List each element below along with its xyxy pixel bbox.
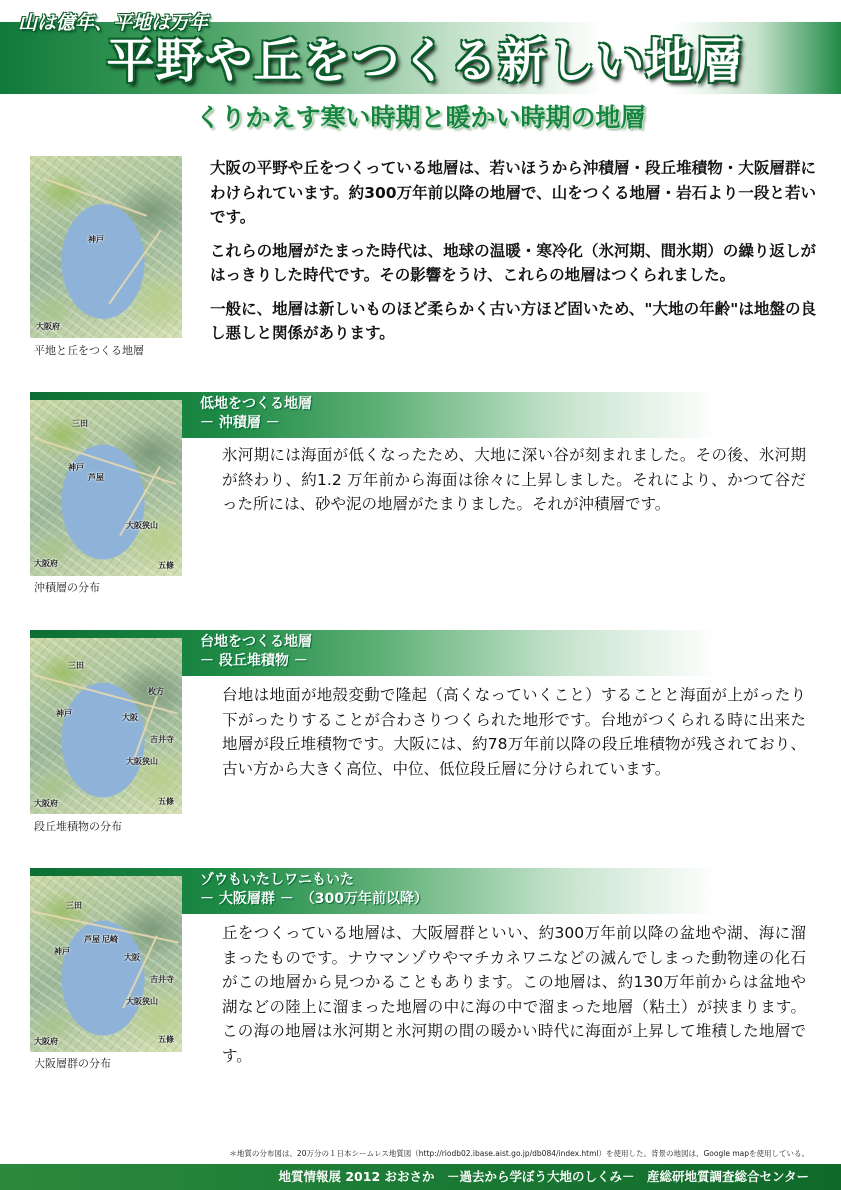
kicker-text: 山は億年、平地は万年 — [18, 12, 209, 34]
map-label: 尼崎 — [102, 935, 118, 944]
footer-text: 地質情報展 2012 おおさか －過去から学ぼう大地のしくみ－ 産総研地質調査総合センター — [278, 1169, 809, 1184]
map-label: 芦屋 — [84, 935, 100, 944]
osaka-group-text: 丘をつくっている地層は、大阪層群といい、約300万年前以降の盆地や湖、海に溜まったものです。ナウマンゾウやマチカネワニなどの滅んでしまった動物達の化石がこの地層から見つかることもあります。この地層は、約130万年前からは盆地や湖などの陸上に溜まった地層の中に海の中で溜まった地層（粘土）が挟まります。この海の地層は氷河期と氷河期の間の暖かい時代に海面が上昇して堆積した地層です。 — [222, 924, 806, 1065]
terrace-text: 台地は地面が地殻変動で隆起（高くなっていくこと）することと海面が上がったり下がったりすることが合わさりつくられた地形です。台地がつくられる時に出来た地層が段丘堆積物です。大阪には、約78万年前以降の段丘堆積物が残されており、古い方から大きく高位、中位、低位段丘層に分けられています。 — [222, 686, 806, 778]
source-note: ＊地質の分布図は、20万分の１日本シームレス地質図（http://riodb02.ibase.aist.go.jp/db084/index.html）を使用した。背景の地図は、Google mapを使用している。 — [229, 1149, 809, 1158]
map-label: 三田 — [68, 661, 84, 670]
footer-band — [0, 1164, 841, 1190]
map-label: 神戸 — [68, 463, 84, 472]
map-label: 大阪府 — [34, 799, 58, 808]
map-label: 三田 — [72, 419, 88, 428]
map-label: 芦屋 — [88, 473, 104, 482]
section-subtitle: － 大阪層群 － （300万年前以降） — [200, 891, 428, 907]
intro-paragraph: これらの地層がたまった時代は、地球の温暖・寒冷化（氷河期、間氷期）の繰り返しがはっきりした時代です。その影響をうけ、これらの地層はつくられました。 — [210, 241, 816, 284]
map-label: 大阪 — [122, 713, 138, 722]
map-label: 大阪狭山 — [126, 521, 158, 530]
map-label: 大阪狭山 — [126, 757, 158, 766]
map-label: 吉井寺 — [150, 735, 174, 744]
intro-map-caption: 平地と丘をつくる地層 — [34, 344, 144, 357]
map-label: 五條 — [158, 797, 174, 806]
alluvium-map-caption: 沖積層の分布 — [34, 581, 100, 594]
alluvium-text: 氷河期には海面が低くなったため、大地に深い谷が刻まれました。その後、氷河期が終わり、約1.2 万年前から海面は徐々に上昇しました。それにより、かつて谷だった所には、砂や泥の地層がたまりました。それが沖積層です。 — [222, 446, 806, 513]
terrace-map-caption: 段丘堆積物の分布 — [34, 820, 122, 833]
page-title: 平野や丘をつくる新しい地層 — [106, 33, 744, 89]
osaka-group-map-image — [30, 876, 182, 1052]
intro-text — [210, 156, 816, 355]
section-subtitle: － 段丘堆積物 － — [200, 653, 308, 669]
map-label: 神戸 — [88, 235, 104, 244]
map-label: 五條 — [158, 561, 174, 570]
section-title: ゾウもいたしワニもいた — [200, 872, 354, 888]
alluvium-map-image — [30, 400, 182, 576]
map-label: 大阪府 — [34, 1037, 58, 1046]
map-label: 大阪狭山 — [126, 997, 158, 1006]
intro-paragraph: 一般に、地層は新しいものほど柔らかく古い方ほど固いため、"大地の年齢"は地盤の良し悪しと関係があります。 — [210, 299, 816, 342]
map-label: 大阪 — [124, 953, 140, 962]
map-label: 大阪府 — [34, 559, 58, 568]
map-label: 五條 — [158, 1035, 174, 1044]
section-title: 低地をつくる地層 — [200, 396, 312, 412]
intro-map-image — [30, 156, 182, 338]
map-label: 神戸 — [54, 947, 70, 956]
page-subtitle: くりかえす寒い時期と暖かい時期の地層 — [195, 103, 646, 132]
map-label: 神戸 — [56, 709, 72, 718]
section-subtitle: － 沖積層 － — [200, 415, 280, 431]
terrace-map-image — [30, 638, 182, 814]
map-label: 枚方 — [148, 687, 164, 696]
intro-paragraph: 大阪の平野や丘をつくっている地層は、若いほうから沖積層・段丘堆積物・大阪層群にわけられています。約300万年前以降の地層で、山をつくる地層・岩石より一段と若いです。 — [210, 159, 816, 226]
section-title: 台地をつくる地層 — [200, 634, 312, 650]
map-label: 吉井寺 — [150, 975, 174, 984]
osaka-group-map-caption: 大阪層群の分布 — [34, 1057, 111, 1070]
map-label: 三田 — [66, 901, 82, 910]
map-label: 大阪府 — [36, 322, 60, 331]
